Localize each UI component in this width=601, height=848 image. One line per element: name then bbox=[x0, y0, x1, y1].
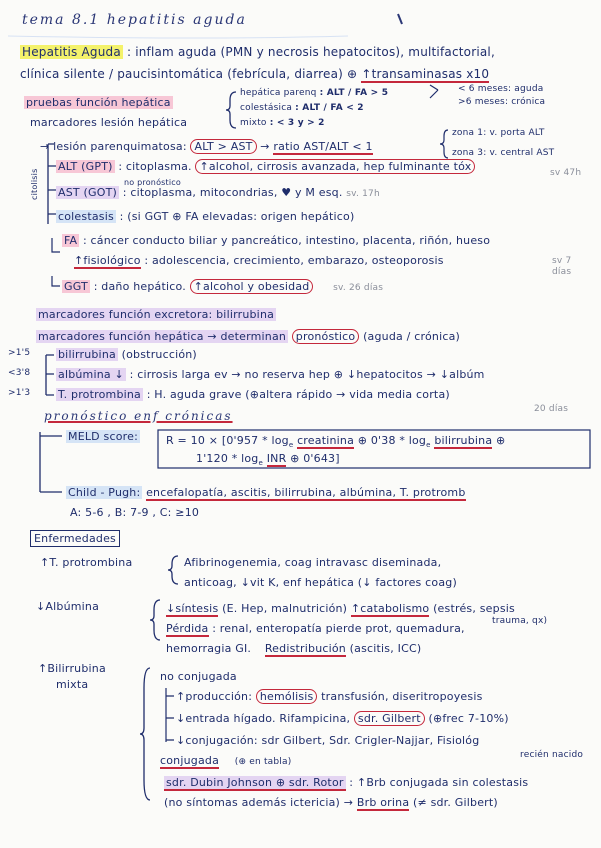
ast-sv: sv. 17h bbox=[346, 189, 380, 199]
zona-3: zona 3: v. central AST bbox=[452, 148, 555, 158]
excretora-text: marcadores función excretora: bilirrubina bbox=[38, 308, 275, 321]
pruebas-label bbox=[24, 96, 173, 109]
tp-line-1: Afibrinogenemia, coag intravasc diseminada, bbox=[184, 556, 442, 569]
intro-text-2: clínica silente / paucisintomática (febrícula, diarrea) ⊕ bbox=[20, 67, 358, 81]
tp-line-2: anticoag, ↓vit K, enf hepática (↓ factores coag) bbox=[184, 576, 457, 589]
bili-conj-label: ↓conjugación: bbox=[176, 734, 258, 747]
bili-entrada-text: Rifampicina, bbox=[279, 712, 351, 725]
bili-label-1: ↑Bilirrubina bbox=[38, 662, 106, 675]
bili-prod-text: transfusión, diseritropoyesis bbox=[321, 690, 483, 703]
child-label: Child - Pugh: bbox=[68, 486, 141, 499]
bili-conjugada-line bbox=[160, 754, 291, 768]
meld-label-text: MELD score: bbox=[68, 430, 138, 443]
alt-text: : citoplasma. bbox=[118, 160, 192, 173]
bili-produccion bbox=[176, 690, 483, 703]
ggt-alcohol: ↑alcohol y obesidad bbox=[190, 279, 314, 294]
alb-label: ↓Albúmina bbox=[36, 600, 100, 613]
alb-line-3 bbox=[166, 642, 421, 655]
pronostico-cronicas bbox=[44, 410, 233, 423]
child-line bbox=[66, 486, 466, 499]
bili-conjugada: conjugada bbox=[160, 754, 220, 767]
funcion-side-2: <3'8 bbox=[8, 368, 31, 378]
meld-1a: R = 10 × [0'957 * log bbox=[166, 434, 289, 447]
ast-label: AST (GOT) bbox=[58, 186, 118, 199]
alb-text-3b: (ascitis, ICC) bbox=[349, 642, 422, 655]
alt-alcohol: ↑alcohol, cirrosis avanzada, hep fulminante tóx bbox=[195, 159, 475, 174]
funcion-item-protrombina bbox=[56, 388, 450, 401]
alb-sintesis: ↓síntesis bbox=[166, 602, 219, 615]
meld-1e: ⊕ bbox=[495, 434, 506, 447]
pronostico-cronicas-text: pronóstico enf crónicas bbox=[44, 409, 233, 423]
meld-1c: ⊕ 0'38 * log bbox=[357, 434, 427, 447]
alb-text-2: : renal, enteropatía pierde prot, quemadura, bbox=[212, 622, 465, 635]
bili-entrada-label: ↓entrada hígado. bbox=[176, 712, 276, 725]
alb-text-1b: (estrés, sepsis bbox=[433, 602, 515, 615]
alb-trauma: trauma, qx) bbox=[492, 616, 548, 626]
intro-transaminasas: ↑transaminasas x10 bbox=[361, 67, 490, 81]
bili-last: (no síntomas además ictericia) bbox=[164, 796, 341, 809]
intro-term: Hepatitis Aguda bbox=[22, 45, 121, 59]
alb-line-2 bbox=[166, 622, 465, 635]
pattern-1-ratio: : ALT / FA > 5 bbox=[319, 88, 389, 98]
bili-recien: recién nacido bbox=[520, 750, 584, 760]
funcion-hep-pronostico: pronóstico bbox=[292, 329, 360, 344]
protrombina-text: : H. aguda grave (⊕altera rápido → vida media corta) bbox=[146, 388, 450, 401]
bili-dubin-text: : ↑Brb conjugada sin colestasis bbox=[349, 776, 529, 789]
bili-noconj: no conjugada bbox=[160, 670, 237, 683]
meld-creatinina: creatinina bbox=[297, 434, 355, 447]
ast-text: : citoplasma, mitocondrias, ♥ y M esq. bbox=[122, 186, 343, 199]
meld-formula-2: $1'120 * \log_e$ INR ⊕ 0'643] bbox=[196, 452, 340, 468]
fa-label: FA bbox=[64, 234, 78, 247]
bili-label-2: mixta bbox=[56, 678, 89, 691]
zona-1: zona 1: v. porta ALT bbox=[452, 128, 545, 138]
fa-sv: sv 7 días bbox=[552, 256, 572, 277]
child-text: encefalopatía, ascitis, bilirrubina, albúmina, T. protromb bbox=[146, 486, 466, 499]
meld-label bbox=[66, 430, 140, 443]
bilirrubina-label: bilirrubina bbox=[58, 348, 116, 361]
pattern-1 bbox=[240, 88, 388, 99]
fa-text-2: : adolescencia, crecimiento, embarazo, osteoporosis bbox=[144, 254, 444, 267]
intro-line-1 bbox=[20, 46, 495, 59]
pattern-2 bbox=[240, 103, 364, 114]
colestasis-label: colestasis bbox=[58, 210, 114, 223]
bili-last-end: (≠ sdr. Gilbert) bbox=[412, 796, 498, 809]
alb-text-3a: hemorragia GI. bbox=[166, 642, 252, 655]
fa-fisiologico: ↑fisiológico bbox=[74, 254, 141, 267]
bili-conjugacion bbox=[176, 734, 479, 747]
funcion-item-albumina bbox=[56, 368, 485, 381]
bili-en-tabla: (⊕ en tabla) bbox=[234, 757, 292, 767]
citolisis-label: citolisis bbox=[30, 168, 39, 200]
duration-acute: < 6 meses: aguda bbox=[458, 84, 544, 94]
pattern-2-ratio: : ALT / FA < 2 bbox=[295, 103, 364, 113]
bili-last-line bbox=[164, 796, 498, 809]
enfermedades-heading: Enfermedades bbox=[30, 530, 120, 547]
page-title: tema 8.1 hepatitis aguda bbox=[22, 12, 247, 28]
funcion-side-3: >1'3 bbox=[8, 388, 31, 398]
alb-text-1: (E. Hep, malnutrición) bbox=[222, 602, 348, 615]
funcion-item-bilirrubina bbox=[56, 348, 197, 361]
alt-line bbox=[56, 160, 475, 173]
albumina-label: albúmina ↓ bbox=[58, 368, 124, 381]
ggt-label: GGT bbox=[64, 280, 88, 293]
duration-chronic: >6 meses: crónica bbox=[458, 97, 546, 107]
ast-line bbox=[56, 186, 380, 200]
pattern-2-name: colestásica bbox=[240, 103, 293, 113]
bili-entrada bbox=[176, 712, 509, 725]
marcadores-lesion: marcadores lesión hepática bbox=[30, 116, 188, 129]
bili-brb-orina: Brb orina bbox=[356, 796, 410, 809]
bili-entrada-freq: (⊕frec 7-10%) bbox=[428, 712, 509, 725]
protrombina-label: T. protrombina bbox=[58, 388, 141, 401]
pattern-3-ratio: : < 3 y > 2 bbox=[269, 118, 325, 128]
meld-formula-1: $R = 10 \times [0'957 * \log_e$ creatinina ⊕ $0'38 * \log_e$ bilirrubina ⊕ bbox=[166, 434, 506, 450]
bili-dubin: sdr. Dubin Johnson ⊕ sdr. Rotor bbox=[166, 776, 344, 789]
excretora-line bbox=[36, 308, 276, 321]
meld-2c: ⊕ 0'643] bbox=[290, 452, 340, 465]
lesion-alt-ast: ALT > AST bbox=[190, 139, 256, 154]
alb-redistribucion: Redistribución bbox=[264, 642, 346, 655]
ggt-sv: sv. 26 días bbox=[333, 283, 384, 293]
bili-dubin-line bbox=[164, 776, 528, 789]
pattern-3-name: mixto bbox=[240, 118, 267, 128]
funcion-side-1: >1'5 bbox=[8, 348, 31, 358]
ggt-line bbox=[62, 280, 383, 294]
funcion-hep-label: marcadores función hepática → determinan bbox=[38, 330, 287, 343]
lesion-line bbox=[40, 140, 373, 153]
ggt-text-1: : daño hepático. bbox=[93, 280, 186, 293]
child-classes: A: 5-6 , B: 7-9 , C: ≥10 bbox=[70, 506, 200, 519]
fa-line-1 bbox=[62, 234, 490, 247]
lesion-ratio: ratio AST/ALT < 1 bbox=[273, 140, 373, 153]
fa-line-2 bbox=[74, 254, 444, 267]
pattern-1-name: hepática parenq bbox=[240, 88, 317, 98]
protrombina-note: 20 días bbox=[534, 404, 569, 414]
tp-label: ↑T. protrombina bbox=[40, 556, 133, 569]
albumina-text: : cirrosis larga ev → no reserva hep ⊕ ↓hepatocitos → ↓albúm bbox=[129, 368, 485, 381]
alb-line-1 bbox=[166, 602, 515, 615]
colestasis-line bbox=[56, 210, 354, 223]
alb-perdida: Pérdida bbox=[166, 622, 209, 635]
lesion-label: → lesión parenquimatosa: bbox=[40, 140, 187, 153]
alt-sv: sv 47h bbox=[550, 168, 582, 178]
meld-2a: 1'120 * log bbox=[196, 452, 259, 465]
pattern-3 bbox=[240, 118, 325, 129]
pruebas-label-text: pruebas función hepática bbox=[26, 96, 171, 109]
alt-no-pronostico: no pronóstico bbox=[124, 178, 181, 187]
bili-prod-label: ↑producción: bbox=[176, 690, 253, 703]
bili-gilbert: sdr. Gilbert bbox=[354, 711, 425, 726]
meld-bilirrubina: bilirrubina bbox=[434, 434, 493, 447]
bili-conj-text: sdr Gilbert, Sdr. Crigler-Najjar, Fisiológ bbox=[261, 734, 480, 747]
intro-text-1: : inflam aguda (PMN y necrosis hepatocitos), multifactorial, bbox=[126, 45, 495, 59]
intro-line-2 bbox=[20, 68, 489, 81]
colestasis-text: : (si GGT ⊕ FA elevadas: origen hepático) bbox=[119, 210, 355, 223]
bili-hemolisis: hemólisis bbox=[256, 689, 318, 704]
alt-label: ALT (GPT) bbox=[58, 160, 113, 173]
bilirrubina-text: (obstrucción) bbox=[121, 348, 197, 361]
bili-last-arrow: → bbox=[343, 796, 354, 809]
fa-text-1: : cáncer conducto biliar y pancreático, intestino, placenta, riñón, hueso bbox=[82, 234, 491, 247]
meld-inr: INR bbox=[266, 452, 287, 465]
funcion-hep-rest: (aguda / crónica) bbox=[363, 330, 461, 343]
funcion-hep-line bbox=[36, 330, 460, 343]
lesion-arrow: → bbox=[260, 140, 270, 153]
alb-catabolismo: ↑catabolismo bbox=[350, 602, 430, 615]
